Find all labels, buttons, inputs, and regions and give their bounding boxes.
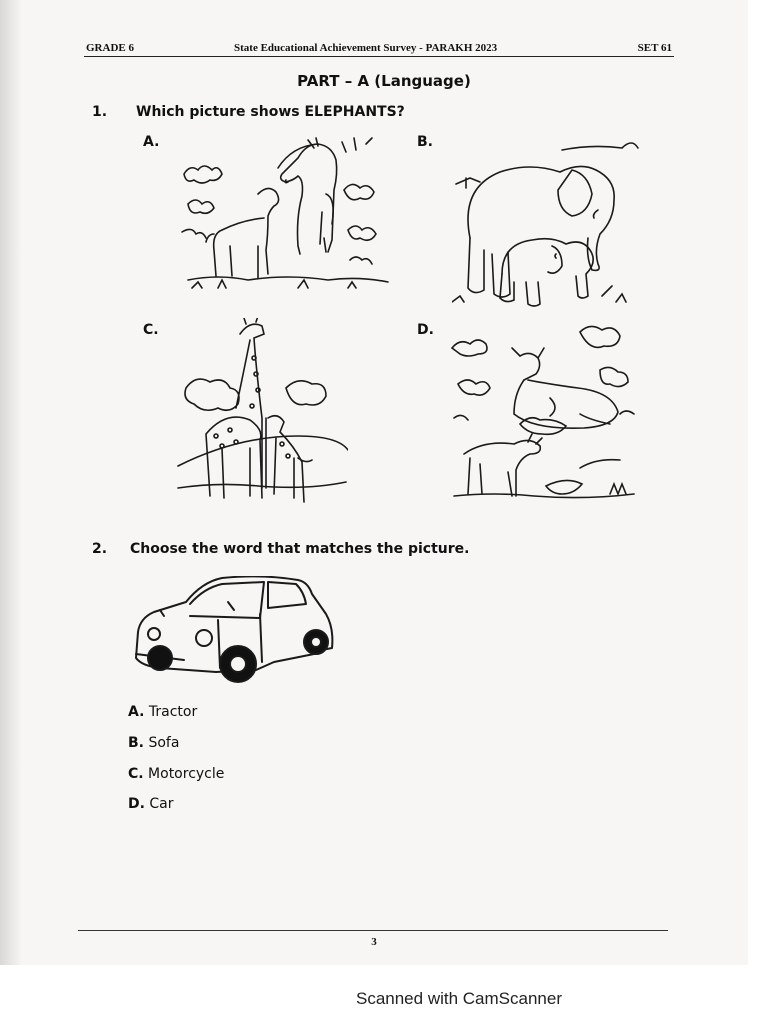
- giraffes-icon: [176, 318, 348, 504]
- q2-option-a-text: Tractor: [148, 704, 198, 720]
- page-shadow: [0, 0, 22, 965]
- q2-number: 2.: [92, 541, 108, 557]
- q2-option-a[interactable]: [128, 704, 197, 720]
- scanner-watermark: Scanned with CamScanner: [355, 989, 562, 1008]
- q1-number: 1.: [92, 104, 108, 120]
- page-margin: [748, 0, 768, 965]
- q2-option-c-text: Motorcycle: [148, 766, 225, 782]
- q2-option-d[interactable]: [128, 796, 174, 812]
- horse-and-foal-icon: [178, 134, 393, 292]
- header-set: SET 61: [637, 42, 672, 54]
- q2-option-b-text: Sofa: [148, 735, 180, 751]
- q1-option-c-label: C.: [143, 322, 159, 338]
- q1-text: Which picture shows ELEPHANTS?: [136, 104, 405, 120]
- q2-option-c[interactable]: [128, 766, 224, 782]
- page-number: 3: [371, 936, 377, 948]
- header-divider: [84, 56, 674, 57]
- q2-option-d-letter: D.: [128, 796, 145, 812]
- header-grade: GRADE 6: [86, 42, 134, 54]
- footer-divider: [78, 930, 668, 931]
- q2-option-a-letter: A.: [128, 704, 145, 720]
- header-survey-title: State Educational Achievement Survey - PARAKH 2023: [234, 42, 498, 54]
- car-icon: [130, 576, 338, 688]
- q2-text: Choose the word that matches the picture.: [130, 541, 470, 557]
- q2-option-b-letter: B.: [128, 735, 144, 751]
- q1-option-d-label: D.: [417, 322, 434, 338]
- q2-option-d-text: Car: [149, 796, 174, 812]
- q1-option-b-label: B.: [417, 134, 433, 150]
- q2-option-b[interactable]: [128, 735, 179, 751]
- q2-option-c-letter: C.: [128, 766, 144, 782]
- q1-option-a-label: A.: [143, 134, 160, 150]
- elephants-icon: [452, 134, 640, 309]
- part-title: PART – A (Language): [297, 72, 471, 90]
- deer-icon: [450, 318, 640, 504]
